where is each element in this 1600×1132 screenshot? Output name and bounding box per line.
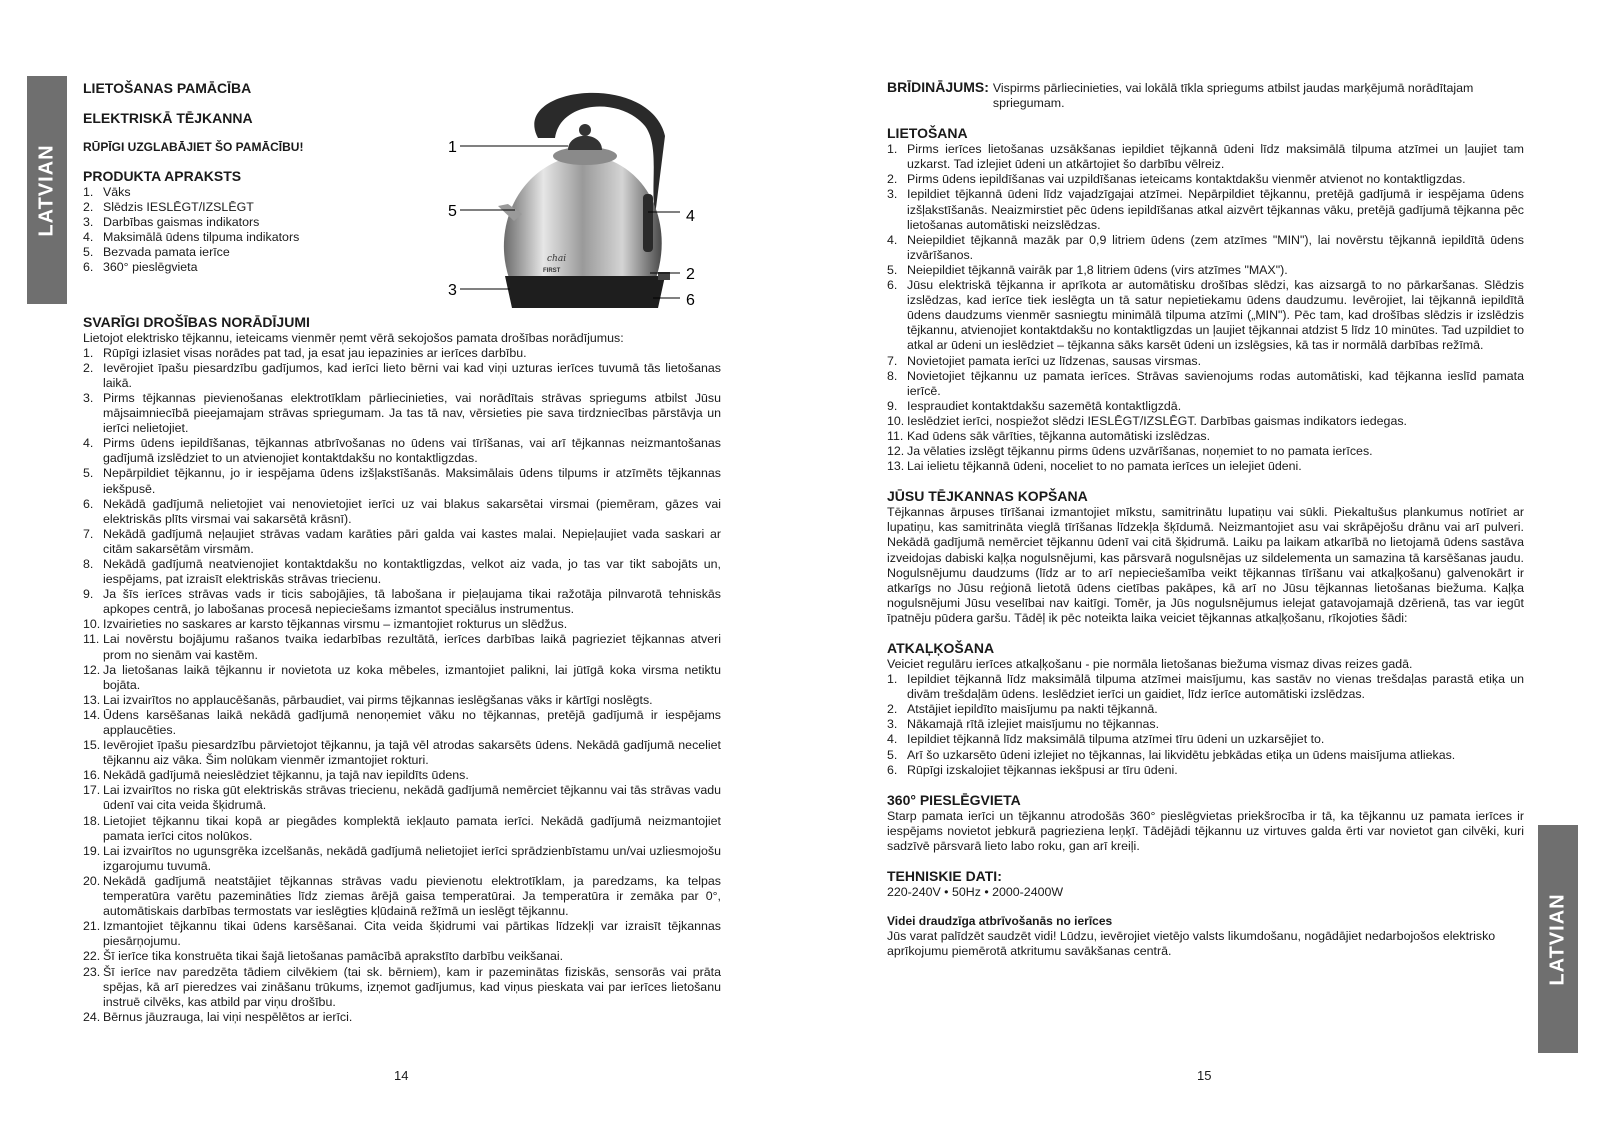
safety-item-text: Ja lietošanas laikā tējkannu ir novietota uz koka mēbeles, izmantojiet palikni, lai jūtīgā koka virsma netiktu bojāta. (103, 662, 721, 692)
descale-item-text: Iepildiet tējkannā līdz maksimālā tilpuma atzīmei tīru ūdeni un uzkarsējiet to. (907, 732, 1325, 747)
descale-item (887, 702, 1524, 717)
use-item-number: 6. (887, 278, 898, 293)
use-item (887, 263, 1524, 278)
safety-item-number: 8. (83, 556, 94, 571)
descale-intro: Veiciet regulāru ierīces atkaļķošanu - pie normāla lietošanas biežuma vismaz divas reizes gadā. (887, 657, 1413, 671)
descale-item-number: 1. (887, 672, 898, 687)
safety-item-number: 3. (83, 390, 94, 405)
safety-item (83, 783, 721, 813)
language-tab-left (27, 76, 67, 304)
safety-item-text: Nekādā gadījumā neļaujiet strāvas vadam karāties pāri galda vai kastes malai. Nepieļaujiet vada saskari ar citām sakarsētām virsmām. (103, 526, 721, 556)
safety-item-number: 22. (83, 949, 101, 964)
safety-item-number: 11. (83, 632, 100, 647)
safety-item-number: 5. (83, 466, 94, 481)
use-item (887, 414, 1524, 429)
descale-item-number: 6. (887, 762, 898, 777)
use-item-text: Neiepildiet tējkannā vairāk par 1,8 litriem ūdens (virs atzīmes "MAX"). (907, 262, 1288, 277)
tech-text: 220-240V • 50Hz • 2000-2400W (887, 885, 1064, 900)
safety-item-text: Šī ierīce nav paredzēta tādiem cilvēkiem (tai sk. bērniem), kam ir pazeminātas fiziskās, sensorās vai prāta spējas, kā arī pieredzes vai zināšanu trūkums, izņemot gadījumus, kad viņus pieskata vai par ierīces lietošanu instruē cilvēks, kas atbild par viņu drošību. (103, 964, 721, 1009)
safety-item (83, 919, 721, 949)
safety-item-number: 21. (83, 919, 101, 934)
safety-item-text: Izvairieties no saskares ar karsto tējkannas virsmu – izmantojiet rokturus un slēdžus. (103, 617, 568, 632)
use-item-text: Iespraudiet kontaktdakšu sazemētā kontaktligzdā. (907, 398, 1182, 413)
safety-item (83, 844, 721, 874)
descale-item (887, 763, 1524, 778)
language-tab-label: LATVIAN (35, 143, 58, 237)
safety-item-number: 15. (83, 738, 101, 753)
use-item-number: 12. (887, 444, 905, 459)
description-item-text: Vāks (103, 185, 131, 199)
language-tab-label: LATVIAN (1546, 892, 1569, 986)
safety-item (83, 738, 721, 768)
callout-5: 5 (448, 203, 457, 220)
safety-item (83, 391, 721, 436)
use-item-number: 7. (887, 353, 898, 368)
use-item-number: 11. (887, 428, 904, 443)
use-item-text: Novietojiet pamata ierīci uz līdzenas, sausas virsmas. (907, 353, 1202, 368)
description-item-number: 5. (83, 245, 94, 260)
safety-item-number: 1. (83, 345, 94, 360)
use-item-number: 10. (887, 413, 905, 428)
descale-item-number: 5. (887, 747, 898, 762)
use-item-number: 1. (887, 142, 898, 157)
safety-item (83, 497, 721, 527)
kettle-illustration (450, 76, 720, 316)
page-number-right: 15 (1197, 1068, 1212, 1083)
use-item-text: Ja vēlaties izslēgt tējkannu pirms ūdens uzvārīšanas, noņemiet to no pamata ierīces. (907, 444, 1373, 459)
keep-note: RŪPĪGI UZGLABĀJIET ŠO PAMĀCĪBU! (83, 140, 304, 154)
descale-item-number: 2. (887, 702, 898, 717)
safety-item-text: Bērnus jāuzrauga, lai viņi nespēlētos ar ierīci. (103, 1009, 353, 1024)
eco-heading: Videi draudzīga atbrīvošanās no ierīces (887, 914, 1113, 929)
use-item (887, 429, 1524, 444)
safety-item (83, 346, 721, 361)
use-item (887, 369, 1524, 399)
safety-item-text: Rūpīgi izlasiet visas norādes pat tad, ja esat jau iepazinies ar ierīces darbību. (103, 345, 527, 360)
use-item-number: 5. (887, 262, 898, 277)
use-item-number: 8. (887, 368, 898, 383)
description-item-number: 6. (83, 260, 94, 275)
descale-item-text: Arī šo uzkarsēto ūdeni izlejiet no tējkannas, lai likvidētu jebkādas etiķa un ūdens maisījuma atliekas. (907, 747, 1456, 762)
descale-item (887, 717, 1524, 732)
safety-item-number: 13. (83, 692, 101, 707)
descale-item (887, 732, 1524, 747)
safety-item (83, 965, 721, 1010)
use-item (887, 399, 1524, 414)
safety-item (83, 466, 721, 496)
product-title: ELEKTRISKĀ TĒJKANNA (83, 110, 253, 126)
safety-item-text: Izmantojiet tējkannu tikai ūdens karsēšanai. Cita veida šķidrumi vai pārtikas līdzekļi var izraisīt tējkannas piesārņojumu. (103, 919, 721, 949)
warning-label: BRĪDINĀJUMS: (887, 79, 989, 95)
use-item (887, 278, 1524, 353)
safety-item (83, 436, 721, 466)
callout-6: 6 (686, 292, 695, 309)
language-tab-right (1538, 825, 1578, 1053)
manual-title: LIETOŠANAS PAMĀCĪBA (83, 80, 252, 96)
safety-item-number: 18. (83, 813, 101, 828)
safety-item-number: 10. (83, 617, 101, 632)
safety-item-text: Nekādā gadījumā neieslēdziet tējkannu, ja tajā nav iepildīts ūdens. (103, 768, 469, 783)
safety-item (83, 693, 721, 708)
use-heading: LIETOŠANA (887, 125, 968, 142)
eco-text: Jūs varat palīdzēt saudzēt vidi! Lūdzu, ievērojiet vietējo valsts likumdošanu, nogādājiet nedarbojošos elektrisko aprīkojumu piemērotā atkritumu savākšanas centrā. (887, 929, 1496, 959)
safety-item-number: 24. (83, 1009, 101, 1024)
use-item-number: 9. (887, 398, 898, 413)
safety-item-text: Ja šīs ierīces strāvas vads ir ticis sabojājies, tā labošana ir pieļaujama tikai ražotāja pilnvarotā tehniskās apkopes centrā, jo labošanas procesā nepieciešams izmantot speciālus instrumentus. (103, 587, 721, 617)
safety-list (83, 346, 721, 1025)
description-heading: PRODUKTA APRAKSTS (83, 168, 242, 184)
safety-item-number: 4. (83, 436, 94, 451)
use-item-text: Neiepildiet tējkannā mazāk par 0,9 litriem ūdens (zem atzīmes "MIN"), lai novērstu tējkannā iepildītā ūdens izvārīšanos. (907, 232, 1524, 262)
use-item (887, 233, 1524, 263)
safety-item-text: Lietojiet tējkannu tikai kopā ar piegādes komplektā iekļauto pamata ierīci. Nekādā gadījumā neizmantojiet pamata ierīci citos nolūkos. (103, 813, 721, 843)
description-item-number: 4. (83, 230, 94, 245)
page-number-left: 14 (394, 1068, 409, 1083)
use-item (887, 172, 1524, 187)
descale-heading: ATKAĻĶOŠANA (887, 640, 995, 656)
safety-item (83, 617, 721, 632)
descale-item-text: Atstājiet iepildīto maisījumu pa nakti tējkannā. (907, 702, 1158, 717)
safety-item-number: 2. (83, 360, 94, 375)
safety-item (83, 361, 721, 391)
safety-item-text: Lai izvairītos no applaucēšanās, pārbaudiet, vai pirms tējkannas ieslēgšanas vāks ir kārtīgi noslēgts. (103, 692, 653, 707)
warning-text: Vispirms pārliecinieties, vai lokālā tīkla spriegums atbilst jaudas marķējumā norādītajam spriegumam. (992, 81, 1474, 111)
safety-item-number: 9. (83, 587, 94, 602)
connector-heading: 360° PIESLĒGVIETA (887, 791, 1021, 808)
tech-heading: TEHNISKIE DATI: (887, 868, 1002, 885)
descale-item-text: Nākamajā rītā izlejiet maisījumu no tējkannas. (907, 717, 1160, 732)
descale-item (887, 672, 1524, 702)
description-item-number: 1. (83, 185, 94, 199)
use-item-number: 13. (887, 459, 905, 474)
safety-item-number: 20. (83, 873, 101, 888)
right-column (887, 80, 1524, 959)
safety-heading: SVARĪGI DROŠĪBAS NORĀDĪJUMI (83, 313, 310, 330)
kettle-logo-first: FIRST (543, 268, 561, 274)
use-item-text: Jūsu elektriskā tējkanna ir aprīkota ar automātisku drošības slēdzi, kas aizsargā to no pārkaršanas. Slēdzis izslēdzas, kad ierīce tiek ieslēgta un tā satur nepietiekamu ūdens daudzumu. Ievērojiet, lai tējkannā iepildītā ūdens daudzums vienmēr sasniegtu minimālā tilpuma atzīmi („MIN"). Pēc tam, kad drošības slēdzis ir izslēdzis tējkannu, atvienojiet kontaktdakšu no kontaktligzdas un ļaujiet tējkannai atdzist 5 līdz 10 minūtes. Tad uzpildiet to atkal ar ūdeni un ieslēdziet – tējkanna sāks karsēt ūdeni un izslēgsies, kā tas ir normālā darbības režīmā. (907, 278, 1524, 353)
care-text: Tējkannas ārpuses tīrīšanai izmantojiet mīkstu, samitrinātu lupatiņu vai sūkli. Piekaltušus plankumus notīriet ar lupatiņu, kas samitrināta vieglā tīrīšanas līdzekļa šķīdumā. Neizmantojiet asu vai skrāpējošu drānu vai arī pulveri. Nekādā gadījumā nemērciet tējkannu ūdenī vai citā šķidrumā. Laiku pa laikam atkarībā no lietojamā ūdens sastāva izveidojas dabiski kaļķa nogulsnējumi, kas pārsvarā nogulsnējas uz sildelementa un samazina tā karsēšanas jaudu. Nogulsnējumu daudzums (līdz ar to arī nepieciešamība veikt tējkannas tīrīšanu vai atkaļķošanu) galvenokārt ir atkarīgs no Jūsu reģionā lietotā ūdens cietības pakāpes, kā arī no Jūsu tējkannas lietošanas biežuma. Kaļķa nogulsnējumi Jūsu veselībai nav kaitīgi. Tomēr, ja Jūs nogulsnējumus ielejat gatavojamajā dzērienā, tas var iegūt īpatnēju pūdera garšu. Tādēļ ik pēc noteikta laika veiciet tējkannas atkaļķošanu, rīkojoties šādi: (887, 505, 1524, 625)
description-item-text: Slēdzis IESLĒGT/IZSLĒGT (103, 200, 254, 215)
safety-item-text: Ūdens karsēšanas laikā nekādā gadījumā nenoņemiet vāku no tējkannas, pretējā gadījumā ir iespējams applaucēties. (103, 707, 721, 737)
safety-item (83, 557, 721, 587)
safety-intro: Lietojot elektrisko tējkannu, ieteicams vienmēr ņemt vērā sekojošos pamata drošības norādījumus: (83, 330, 624, 345)
safety-item-text: Ievērojiet īpašu piesardzību gadījumos, kad ierīci lieto bērni vai kad viņi uzturas ierīces tuvumā tās lietošanas laikā. (103, 360, 721, 390)
safety-item (83, 708, 721, 738)
descale-item-text: Rūpīgi izskalojiet tējkannas iekšpusi ar tīru ūdeni. (907, 762, 1178, 777)
use-item (887, 187, 1524, 232)
safety-item-text: Ievērojiet īpašu piesardzību pārvietojot tējkannu, ja tajā vēl atrodas sakarsēts ūdens. Nekādā gadījumā neceliet tējkannu aiz vāka. Šim nolūkam vienmēr izmantojiet rokturi. (103, 738, 721, 768)
use-item (887, 354, 1524, 369)
safety-item (83, 949, 721, 964)
use-item (887, 459, 1524, 474)
safety-item-number: 16. (83, 768, 101, 783)
use-item-number: 3. (887, 187, 898, 202)
kettle-logo-chai: chai (547, 254, 567, 264)
safety-item (83, 874, 721, 919)
safety-item-text: Lai novērstu bojājumu rašanos tvaika iedarbības rezultātā, ierīces darbības laikā pagrieziet tējkannas atveri prom no sienām vai kastēm. (103, 632, 721, 662)
use-item-text: Iepildiet tējkannā ūdeni līdz vajadzīgajai atzīmei. Nepārpildiet tējkannu, pretējā gadījumā ir iespējama ūdens izšļakstīšanās. Neaizmirstiet pēc ūdens iepildīšanas atkal aizvērt tējkannas vāku, pretējā gadījumā tējkanna pēc lietošanas automātiski neizslēdzas. (907, 187, 1524, 232)
use-item-text: Lai ielietu tējkannā ūdeni, noceliet to no pamata ierīces un ielejiet ūdeni. (907, 459, 1302, 474)
safety-item-number: 23. (83, 964, 101, 979)
care-heading: JŪSU TĒJKANNAS KOPŠANA (887, 488, 1088, 505)
safety-item-text: Pirms ūdens iepildīšanas, tējkannas atbrīvošanas no ūdens vai tīrīšanas, vai arī tējkannas neizmantošanas gadījumā izslēdziet to un atvienojiet kontaktdakšu no kontaktligzdas. (103, 436, 721, 466)
safety-item (83, 587, 721, 617)
safety-item-text: Nekādā gadījumā nelietojiet vai nenovietojiet ierīci uz vai blakus sakarsētai virsmai (piemēram, gāzes vai elektriskās plīts virsmai vai sakarsētā krāsnī). (103, 496, 721, 526)
use-item (887, 142, 1524, 172)
callout-1: 1 (448, 139, 457, 156)
safety-item-number: 6. (83, 496, 94, 511)
safety-item-number: 17. (83, 783, 101, 798)
safety-item-text: Lai izvairītos no riska gūt elektriskās strāvas triecienu, nekādā gadījumā nemērciet tējkannu vai tās strāvas vadu ūdenī vai cita veida šķidrumā. (103, 783, 721, 813)
use-item-text: Kad ūdens sāk vārīties, tējkanna automātiski izslēdzas. (907, 428, 1211, 443)
safety-item-text: Lai izvairītos no ugunsgrēka izcelšanās, nekādā gadījumā nelietojiet ierīci sprādzienbīstamu un/vai uzliesmojošu izgarojumu tuvumā. (103, 843, 721, 873)
safety-item-text: Šī ierīce tika konstruēta tikai šajā lietošanas pamācībā aprakstīto darbību veikšanai. (103, 949, 564, 964)
use-item-text: Pirms ūdens iepildīšanas vai uzpildīšanas ieteicams kontaktdakšu vienmēr atvienot no kontaktligzdas. (907, 172, 1466, 187)
description-item-text: Bezvada pamata ierīce (103, 245, 230, 260)
use-item-text: Novietojiet tējkannu uz pamata ierīces. Strāvas savienojums rodas automātiski, kad tējkanna ieslīd pamata ierīcē. (907, 368, 1524, 398)
descale-item (887, 748, 1524, 763)
callout-4: 4 (686, 208, 695, 225)
safety-item-text: Nekādā gadījumā neatstājiet tējkannas strāvas vadu pievienotu elektrotīklam, ja paredzams, ka telpas temperatūra varētu pazemināties līdz ziemas ārējā gaisa temperatūrai. Ja temperatūra ir zemāka par 0°, automātiskais darbības termostats var ieslēgties kļūdainā režīmā un ieslēgt tējkannu. (103, 873, 721, 919)
safety-item (83, 768, 721, 783)
safety-item (83, 527, 721, 557)
descale-item-text: Iepildiet tējkannā līdz maksimālā tilpuma atzīmei maisījumu, kas sastāv no vienas trešdaļas parastā etiķa un divām trešdaļām ūdens. Ieslēdziet ierīci un gaidiet, līdz ierīce automātiski izslēdzas. (907, 672, 1524, 702)
use-item-number: 4. (887, 232, 898, 247)
descale-item-number: 3. (887, 717, 898, 732)
use-item-text: Pirms ierīces lietošanas uzsākšanas iepildiet tējkannā ūdeni līdz maksimālā tilpuma atzīmei un ļaujiet tam uzkarst. Tad izlejiet ūdeni un atkārtojiet šo darbību vēlreiz. (907, 142, 1524, 172)
description-item-text: 360° pieslēgvieta (103, 260, 198, 275)
safety-item-number: 12. (83, 662, 101, 677)
use-list (887, 142, 1524, 474)
safety-item (83, 663, 721, 693)
use-item-number: 2. (887, 172, 898, 187)
description-item-text: Maksimālā ūdens tilpuma indikators (103, 230, 300, 245)
description-item-number: 3. (83, 215, 94, 230)
safety-item-number: 7. (83, 526, 94, 541)
safety-item (83, 814, 721, 844)
callout-3: 3 (448, 282, 457, 299)
descale-item-number: 4. (887, 732, 898, 747)
description-item-number: 2. (83, 200, 94, 215)
safety-item (83, 632, 721, 662)
safety-item-text: Pirms tējkannas pievienošanas elektrotīklam pārliecinieties, vai norādītais strāvas spriegums atbilst Jūsu mājsaimniecībā pieejamajam strāvas spriegumam. Ja tas tā nav, vērsieties pie sava tirdzniecības pārstāvja un ierīci nelietojiet. (103, 390, 721, 436)
use-item-text: Ieslēdziet ierīci, nospiežot slēdzi IESLĒGT/IZSLĒGT. Darbības gaismas indikators iedegas. (907, 413, 1407, 428)
description-item-text: Darbības gaismas indikators (103, 215, 260, 230)
warning-row (887, 80, 1524, 111)
safety-item-text: Nekādā gadījumā neatvienojiet kontaktdakšu no kontaktligzdas, velkot aiz vada, jo tas var tikt sabojāts un, iespējams, pat izraisīt elektriskās strāvas triecienu. (103, 556, 721, 587)
descale-list (887, 672, 1524, 778)
safety-item (83, 1010, 721, 1025)
connector-text: Starp pamata ierīci un tējkannu atrodošās 360° pieslēgvietas priekšrocība ir tā, ka tējkannu uz pamata ierīces ir iespējams novietot jebkurā pagrieziena leņķī. Tādējādi tējkannu uz virtuves galda ērti var novietot gan cilvēki, kuri sadzīvē pārsvarā lieto labo roku, gan arī kreiļi. (887, 808, 1524, 853)
use-item (887, 444, 1524, 459)
callout-2: 2 (686, 266, 695, 283)
safety-item-text: Nepārpildiet tējkannu, jo ir iespējama ūdens izšļakstīšanās. Maksimālais ūdens tilpums ir atzīmēts tējkannas iekšpusē. (103, 466, 721, 496)
safety-item-number: 19. (83, 843, 101, 858)
safety-item-number: 14. (83, 707, 101, 722)
